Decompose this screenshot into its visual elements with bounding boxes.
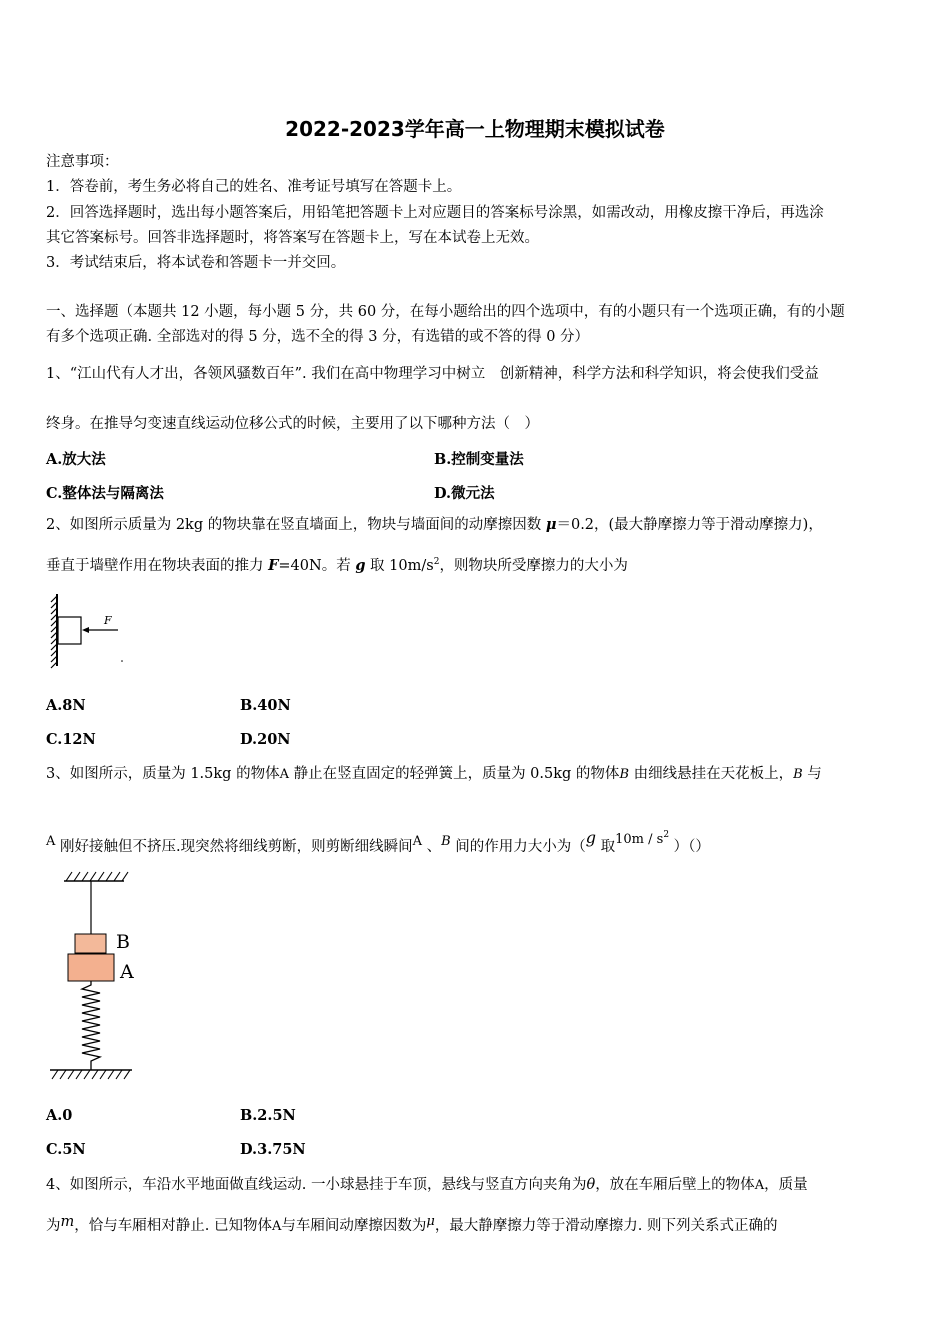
spring xyxy=(82,981,100,1070)
q3-option-d: D.3.75N xyxy=(240,1141,306,1158)
wall-block-diagram xyxy=(40,588,130,670)
q1-option-a: A.放大法 xyxy=(46,451,106,468)
q3-stem: 3、如图所示，质量为 1.5kg 的物体A 静止在竖直固定的轻弹簧上，质量为 0.5kg 的物体B 由细线悬挂在天花板上，B 与 xyxy=(46,766,822,782)
q1-option-c: C.整体法与隔离法 xyxy=(46,485,164,502)
q1-option-d: D.微元法 xyxy=(434,485,495,502)
q4-stem-cont: 为m，恰与车厢相对静止. 已知物体A与车厢间动摩擦因数为μ，最大静摩擦力等于滑动摩擦力. 则下列关系式正确的 xyxy=(46,1214,778,1234)
notice-item-1: 1．答卷前，考生务必将自己的姓名、准考证号填写在答题卡上。 xyxy=(46,179,462,195)
q2-option-b: B.40N xyxy=(240,697,291,714)
block xyxy=(58,617,81,644)
q3-option-c: C.5N xyxy=(46,1141,86,1158)
notice-heading: 注意事项： xyxy=(46,154,119,170)
notice-item-2-cont: 其它答案标号。回答非选择题时，将答案写在答题卡上，写在本试卷上无效。 xyxy=(46,230,539,246)
q2-option-a: A.8N xyxy=(46,697,86,714)
q1-stem-cont: 终身。在推导匀变速直线运动位移公式的时候，主要用了以下哪种方法（ ） xyxy=(46,416,539,432)
q4-stem: 4、如图所示，车沿水平地面做直线运动. 一小球悬挂于车顶，悬线与竖直方向夹角为θ，放在车厢后壁上的物体A，质量 xyxy=(46,1177,808,1193)
force-label: F xyxy=(104,614,112,627)
q2-stem-cont: 垂直于墙壁作用在物块表面的推力 F=40N。若 g 取 $10m/s^2$，则物块所受摩擦力的大小为 xyxy=(46,556,628,574)
label-a: A xyxy=(120,961,134,983)
label-b: B xyxy=(116,931,130,953)
q3-option-b: B.2.5N xyxy=(240,1107,296,1124)
spring-block-diagram xyxy=(44,868,154,1088)
section-heading-cont: 有多个选项正确. 全部选对的得 5 分，选不全的得 3 分，有选错的或不答的得 0 分） xyxy=(46,329,590,345)
q2-option-c: C.12N xyxy=(46,731,96,748)
q2-option-d: D.20N xyxy=(240,731,291,748)
q1-stem: 1、“江山代有人才出，各领风骚数百年”. 我们在高中物理学习中树立 创新精神，科学方法和科学知识，将会使我们受益 xyxy=(46,366,819,382)
q2-stem: 2、如图所示质量为 2kg 的物块靠在竖直墙面上，物块与墙面间的动摩擦因数 μ＝0.2，(最大静摩擦力等于滑动摩擦力)， xyxy=(46,516,823,533)
q3-stem-cont: A 刚好接触但不挤压.现突然将细线剪断，则剪断细线瞬间A 、B 间的作用力大小为（g 取$10m / s^2$ ）（） xyxy=(46,828,710,855)
block-b xyxy=(75,934,106,953)
block-a xyxy=(68,954,114,981)
page-title: 2022-2023学年高一上物理期末模拟试卷 xyxy=(285,117,665,141)
section-heading: 一、选择题（本题共 12 小题，每小题 5 分，共 60 分，在每小题给出的四个选项中，有的小题只有一个选项正确，有的小题 xyxy=(46,304,845,320)
q3-option-a: A.0 xyxy=(46,1107,73,1124)
notice-item-2: 2．回答选择题时，选出每小题答案后，用铅笔把答题卡上对应题目的答案标号涂黑，如需改动，用橡皮擦干净后，再选涂 xyxy=(46,205,824,221)
q1-option-b: B.控制变量法 xyxy=(434,451,524,468)
notice-item-3: 3．考试结束后，将本试卷和答题卡一并交回。 xyxy=(46,255,346,271)
